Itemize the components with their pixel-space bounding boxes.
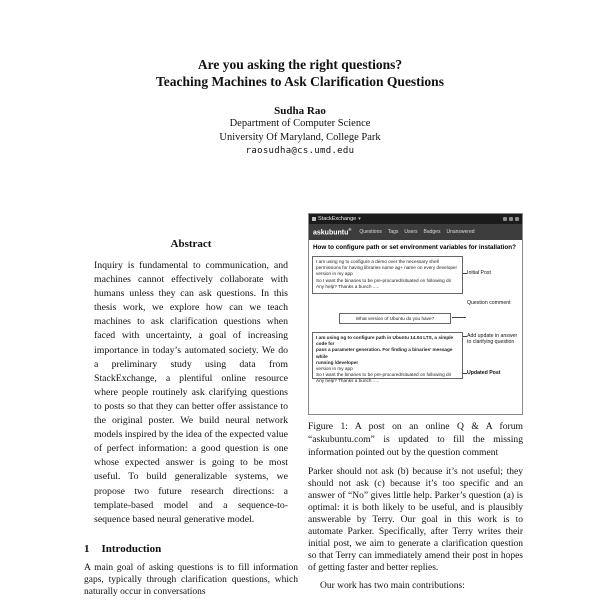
body-paragraph: Parker should not ask (b) because it’s not useful; they should not ask (c) because it’s too specific and an answer of “No” gives little help. Parker’s question (a) is optimal: it is both likely to be useful, and is plausibly answerable by Terry. Our goal in this work is to automate Parker. Specifically, after Terry writes their initial post, we aim to generate a clarification question so that Terry can immediately amend their post in hopes of getting faster and better replies.: [308, 467, 523, 574]
nav-item-unanswered: Unanswered: [446, 229, 475, 235]
introduction-text: A main goal of asking questions is to fill information gaps, typically through clarification questions, which naturally occur in conversations: [84, 562, 298, 597]
stackexchange-label: StackExchange: [318, 216, 357, 222]
section-title: Introduction: [101, 542, 162, 555]
paper-title-line2: Teaching Machines to Ask Clarification Questions: [156, 74, 444, 89]
initial-post-label: Initial Post: [467, 270, 491, 276]
achievements-icon: [509, 217, 513, 221]
post-line: version in my app: [316, 366, 353, 372]
contributions-lead: Our work has two main contributions:: [320, 581, 465, 592]
caret-down-icon: ▾: [358, 215, 361, 222]
topbar-icons: [503, 217, 519, 221]
author-affiliation-university: University Of Maryland, College Park: [219, 131, 381, 143]
nav-item-users: Users: [404, 229, 418, 235]
stackexchange-topbar: [309, 214, 522, 224]
post-line: So I want the binaries to be pre-procured/situated on following dir: [316, 372, 452, 378]
askubuntu-nav: [359, 229, 474, 235]
paper-title: [0, 56, 600, 90]
left-column: [84, 238, 298, 598]
title-block: [0, 56, 600, 156]
figure-caption: Figure 1: A post on an online Q & A forum “askubuntu.com” is updated to fill the missing information pointed out by the question comment: [308, 421, 523, 458]
updated-post-box: [312, 332, 463, 384]
introduction-heading: [84, 543, 298, 555]
askubuntu-logo: askubuntu®: [313, 227, 352, 237]
post-line: permissions for having libraries name ag+ name on every developer: [316, 265, 458, 271]
nav-item-badges: Badges: [423, 229, 441, 235]
right-column: [308, 213, 523, 592]
post-line-added: I am using ng to configure path in Ubuntu 14.04 LTS, a simple code for: [316, 335, 454, 347]
abstract-heading: Abstract: [170, 238, 212, 250]
paper-title-line1: Are you asking the right questions?: [197, 57, 403, 72]
post-line: Any help? Thanks a bunch .....: [316, 378, 380, 384]
nav-item-tags: Tags: [387, 229, 399, 235]
registered-mark: ®: [348, 227, 352, 233]
figure-1: [308, 213, 523, 459]
nav-item-questions: Questions: [359, 229, 382, 235]
post-line-added: running /developer: [316, 359, 359, 365]
askubuntu-navbar: [309, 224, 522, 240]
question-title: How to configure path or set environment variables for installation?: [313, 244, 516, 251]
figure-screenshot: [308, 213, 523, 415]
post-line: I am using ng to configure a demo over the necessary shell: [316, 259, 439, 264]
author-name: Sudha Rao: [274, 105, 326, 117]
updated-post-label: Updated Post: [467, 370, 501, 376]
connector-line: [452, 317, 466, 318]
post-line-added: pass a parameter generation. For finding a binaries’ message while: [316, 347, 453, 359]
inbox-icon: [503, 217, 507, 221]
author-email: raosudha@cs.umd.edu: [245, 146, 355, 156]
author-affiliation-department: Department of Computer Science: [229, 118, 371, 129]
post-line: version in my app: [316, 271, 353, 277]
post-line: So I want the binaries to be pre-procured/situated on following dir: [316, 277, 452, 283]
abstract-text: Inquiry is fundamental to communication, and machines cannot effectively collaborate with humans unless they can ask questions. In this thesis work, we explore how can we teach machines to ask clarification questions when faced with uncertainty, a goal of increasing importance in today’s automated society. We do a preliminary study using data from StackExchange, a plentiful online resource where people routinely ask clarifying questions to posts so that they can better offer assistance to the original poster. We build neural network models inspired by the idea of the expected value of perfect information: a good question is one whose expected answer is going to be most useful. To build generalizable systems, we propose two future research directions: a template-based model and a sequence-to-sequence based neural generative model.: [94, 260, 288, 525]
question-comment-label: Question comment: [467, 300, 511, 306]
comment-box: What version of Ubuntu do you have?: [339, 313, 451, 324]
section-number: 1: [84, 542, 90, 555]
add-update-label: Add update in answer to clarifying question: [467, 333, 518, 346]
initial-post-box: [312, 256, 463, 294]
post-line: Any help? Thanks a bunch .....: [316, 283, 380, 289]
stackexchange-icon: [312, 217, 316, 221]
help-icon: [515, 217, 519, 221]
